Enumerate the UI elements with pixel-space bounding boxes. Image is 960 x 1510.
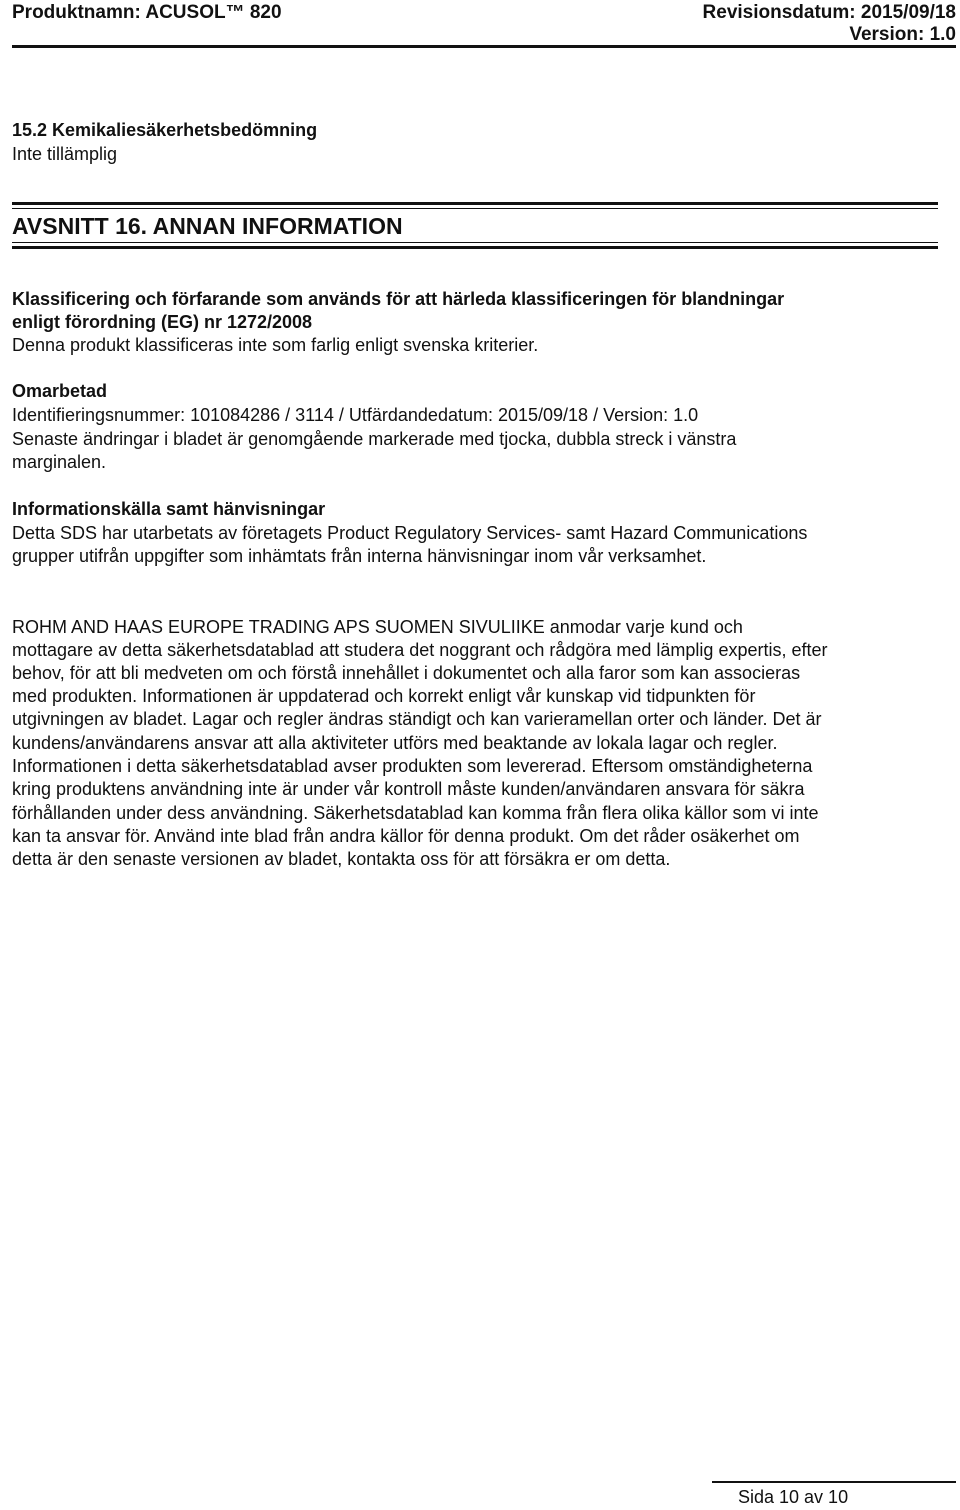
classification-heading-line-1: Klassificering och förfarande som används för att härleda klassificeringen för blandningar [12, 289, 785, 309]
revised-line-1: Identifieringsnummer: 101084286 / 3114 / Utfärdandedatum: 2015/09/18 / Version: 1.0 [12, 405, 699, 425]
disclaimer-line: kring produktens användning inte är under vår kontroll måste kunden/användaren ansvara för säkra [12, 779, 805, 799]
sources-heading: Informationskälla samt hänvisningar [12, 499, 326, 519]
disclaimer-line: förhållanden under dess användning. Säkerhetsdatablad kan komma från flera olika källor som vi inte [12, 803, 819, 823]
section-16-bottom-rule [12, 242, 938, 249]
disclaimer-line: med produkten. Informationen är uppdaterad och korrekt enligt vår kunskap vid tidpunkten för [12, 686, 756, 706]
page-header [12, 2, 956, 45]
revised-heading: Omarbetad [12, 381, 108, 401]
disclaimer-line: detta är den senaste versionen av bladet, kontakta oss för att försäkra er om detta. [12, 849, 671, 869]
section-15-2-text: Inte tillämplig [12, 144, 118, 164]
disclaimer-line: Informationen i detta säkerhetsdatablad avser produkten som levererad. Eftersom omständigheterna [12, 756, 813, 776]
section-16-top-rule [12, 202, 938, 209]
disclaimer-line: kan ta ansvar för. Använd inte blad från andra källor för denna produkt. Om det råder osäkerhet om [12, 826, 800, 846]
header-divider [12, 45, 956, 48]
sources-line-1: Detta SDS har utarbetats av företagets Product Regulatory Services- samt Hazard Communications [12, 523, 808, 543]
footer-divider [712, 1481, 956, 1483]
disclaimer-line: utgivningen av bladet. Lagar och regler ändras ständigt och kan varieramellan orter och länder. Det är [12, 709, 822, 729]
classification-heading-line-2: enligt förordning (EG) nr 1272/2008 [12, 312, 313, 332]
disclaimer-line: ROHM AND HAAS EUROPE TRADING APS SUOMEN SIVULIIKE anmodar varje kund och [12, 617, 743, 637]
product-name: Produktnamn: ACUSOL™ 820 [12, 2, 282, 23]
section-15-2-heading: 15.2 Kemikaliesäkerhetsbedömning [12, 120, 318, 140]
revised-line-2: Senaste ändringar i bladet är genomgående markerade med tjocka, dubbla streck i vänstra [12, 429, 737, 449]
version-label: Version: 1.0 [849, 24, 956, 45]
page-number: Sida 10 av 10 [738, 1487, 849, 1507]
disclaimer-line: kundens/användarens ansvar att alla aktiviteter utförs med beaktande av lokala lagar och regler. [12, 733, 778, 753]
revision-date: Revisionsdatum: 2015/09/18 [702, 2, 956, 23]
classification-text: Denna produkt klassificeras inte som farlig enligt svenska kriterier. [12, 335, 539, 355]
disclaimer-line: behov, för att bli medveten om och förstå innehållet i dokumentet och alla faror som kan associeras [12, 663, 801, 683]
revised-line-3: marginalen. [12, 452, 107, 472]
disclaimer-line: mottagare av detta säkerhetsdatablad att studera det noggrant och rådgöra med lämplig expertis, efter [12, 640, 828, 660]
sources-line-2: grupper utifrån uppgifter som inhämtats från interna hänvisningar inom vår verksamhet. [12, 546, 707, 566]
section-16-title: AVSNITT 16. ANNAN INFORMATION [12, 213, 403, 239]
